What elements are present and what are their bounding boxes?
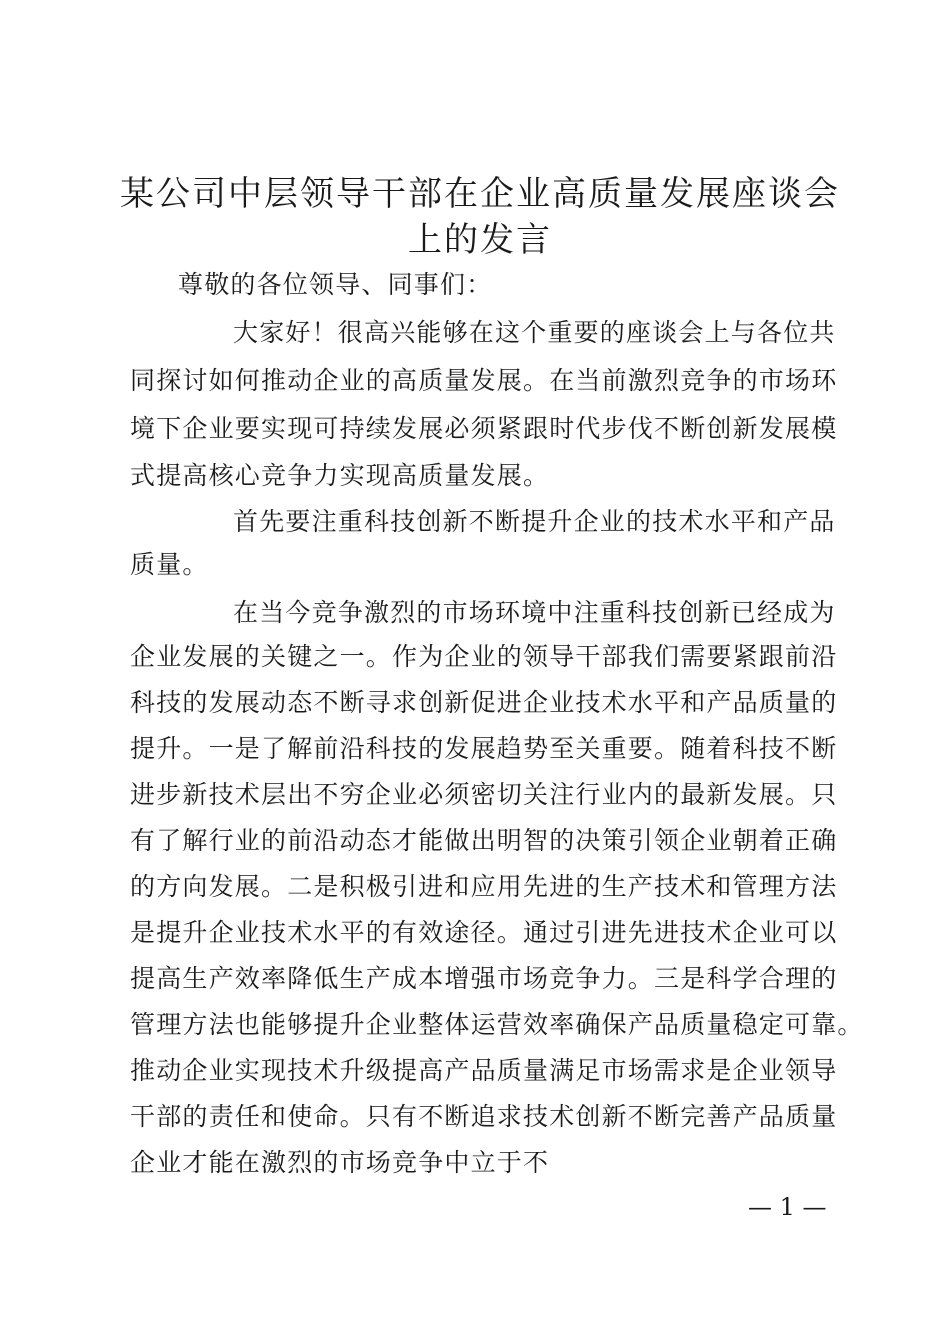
- paragraph-line: 科技的发展动态不断寻求创新促进企业技术水平和产品质量的: [130, 688, 838, 717]
- paragraph-line: 同探讨如何推动企业的高质量发展。在当前激烈竞争的市场环: [130, 366, 838, 395]
- paragraph-line: 大家好！很高兴能够在这个重要的座谈会上与各位共: [233, 318, 836, 347]
- paragraph-line: 企业才能在激烈的市场竞争中立于不: [130, 1148, 550, 1177]
- document-title-line-1: 某公司中层领导干部在企业高质量发展座谈会: [120, 174, 840, 214]
- paragraph-line: 式提高核心竞争力实现高质量发展。: [130, 461, 550, 490]
- paragraph-line: 企业发展的关键之一。作为企业的领导干部我们需要紧跟前沿: [130, 642, 838, 671]
- paragraph-line: 提升。一是了解前沿科技的发展趋势至关重要。随着科技不断: [130, 734, 838, 763]
- paragraph-line: 管理方法也能够提升企业整体运营效率确保产品质量稳定可靠。: [130, 1010, 864, 1039]
- document-title-line-2: 上的发言: [408, 220, 552, 260]
- paragraph-line: 是提升企业技术水平的有效途径。通过引进先进技术企业可以: [130, 918, 838, 947]
- paragraph-line: 进步新技术层出不穷企业必须密切关注行业内的最新发展。只: [130, 780, 838, 809]
- salutation: 尊敬的各位领导、同事们：: [178, 270, 493, 299]
- page-number: — 1 —: [748, 1193, 827, 1221]
- paragraph-line: 有了解行业的前沿动态才能做出明智的决策引领企业朝着正确: [130, 826, 838, 855]
- paragraph-line: 干部的责任和使命。只有不断追求技术创新不断完善产品质量: [130, 1102, 838, 1131]
- paragraph-line: 推动企业实现技术升级提高产品质量满足市场需求是企业领导: [130, 1056, 838, 1085]
- paragraph-line: 首先要注重科技创新不断提升企业的技术水平和产品: [233, 507, 836, 536]
- paragraph-line: 质量。: [130, 550, 209, 579]
- paragraph-line: 境下企业要实现可持续发展必须紧跟时代步伐不断创新发展模: [130, 414, 838, 443]
- paragraph-line: 在当今竞争激烈的市场环境中注重科技创新已经成为: [233, 598, 836, 627]
- paragraph-line: 的方向发展。二是积极引进和应用先进的生产技术和管理方法: [130, 872, 838, 901]
- paragraph-line: 提高生产效率降低生产成本增强市场竞争力。三是科学合理的: [130, 964, 838, 993]
